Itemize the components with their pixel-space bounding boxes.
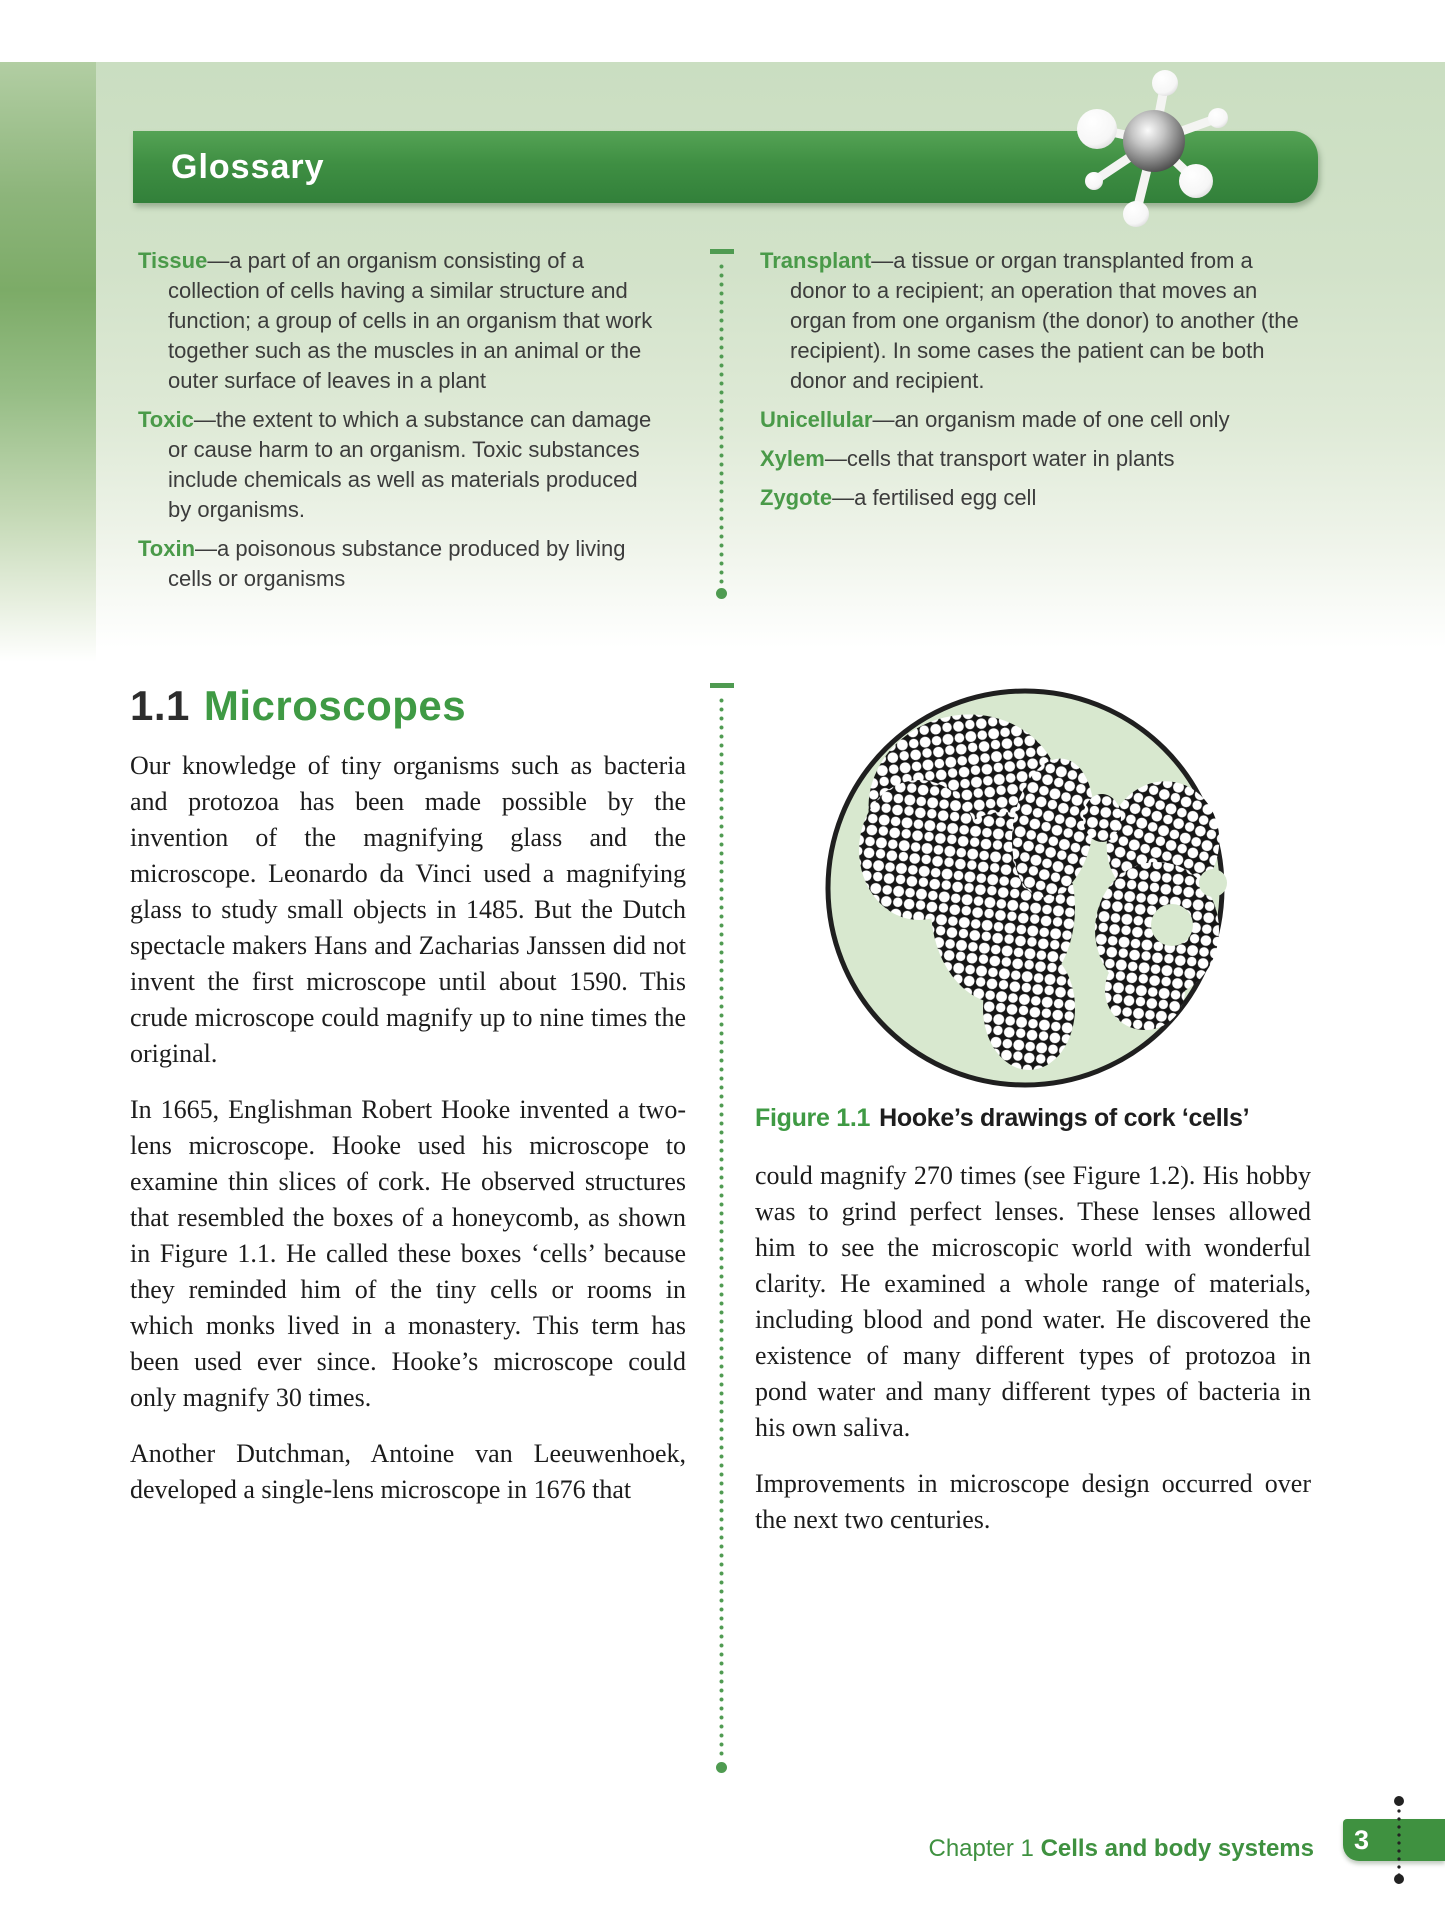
footer-dotted-line-end-dot (1394, 1874, 1404, 1884)
glossary-term: Tissue (138, 248, 208, 273)
glossary-entry (760, 483, 1308, 513)
footer-dotted-line (1397, 1807, 1401, 1875)
glossary-definition: —the extent to which a substance can damage or cause harm to an organism. Toxic substances include chemicals as well as materials produced by organisms. (168, 407, 652, 522)
glossary-term: Transplant (760, 248, 872, 273)
glossary-term: Zygote (760, 485, 833, 510)
glossary-term: Xylem (760, 446, 825, 471)
cork-texture-right-patch (1083, 771, 1231, 1030)
paragraph: In 1665, Englishman Robert Hooke invented a two-lens microscope. Hooke used his microscope to examine thin slices of cork. He observed structures that resembled the boxes of a honeycomb, as shown in Figure 1.1. He called these boxes ‘cells’ because they reminded him of the tiny cells or rooms in which monks lived in a monastery. This term has been used ever since. Hooke’s microscope could only magnify 30 times. (130, 1095, 686, 1412)
glossary-entry (760, 444, 1308, 474)
glossary-definition: —a poisonous substance produced by living cells or organisms (168, 536, 626, 591)
glossary-term: Toxin (138, 536, 196, 561)
footer-chapter-label: Chapter 1 (928, 1835, 1041, 1862)
cork-gap-hole (1151, 904, 1193, 946)
footer-dotted-line-end-dot (1394, 1796, 1404, 1806)
figure-caption-text: Hooke’s drawings of cork ‘cells’ (879, 1104, 1250, 1132)
section-heading (130, 682, 466, 730)
glossary-term: Toxic (138, 407, 194, 432)
glossary-column-separator (719, 262, 724, 584)
paragraph: Our knowledge of tiny organisms such as bacteria and protozoa has been made possible by the invention of the magnifying glass and the microscope. Leonardo da Vinci used a magnifying glass to study small objects in 1485. But the Dutch spectacle makers Hans and Zacharias Janssen did not invent the first microscope until about 1590. This crude microscope could magnify up to nine times the original. (130, 751, 686, 1068)
footer-chapter-text (700, 1835, 1314, 1863)
cork-cells-figure (815, 678, 1235, 1098)
section-title: Microscopes (203, 682, 467, 729)
article-column-separator (719, 696, 724, 1758)
page-number-tab (1343, 1819, 1445, 1861)
glossary-definition: —cells that transport water in plants (824, 446, 1175, 471)
glossary-definition: —a part of an organism consisting of a collection of cells having a similar structure and function; a group of cells in an organism that work together such as the muscles in an animal or the outer surface of leaves in a plant (168, 248, 653, 393)
glossary-definition: —an organism made of one cell only (872, 407, 1230, 432)
molecule-icon (1040, 36, 1300, 266)
separator-end-dot (716, 588, 727, 599)
glossary-entry (138, 405, 664, 525)
article-column-right (755, 1158, 1311, 1558)
cork-gap-hole (1199, 869, 1227, 897)
glossary-entry (760, 405, 1308, 435)
section-number: 1.1 (130, 682, 190, 729)
article-column-left (130, 748, 686, 1528)
figure-caption (755, 1104, 1355, 1133)
separator-end-dot (716, 1762, 727, 1773)
glossary-column-right (760, 246, 1308, 522)
paragraph: Improvements in microscope design occurred over the next two centuries. (755, 1469, 1311, 1534)
figure-caption-label: Figure 1.1 (755, 1104, 871, 1132)
page-number: 3 (1354, 1825, 1370, 1855)
glossary-entry (760, 246, 1308, 396)
paragraph: could magnify 270 times (see Figure 1.2). His hobby was to grind perfect lenses. These lenses allowed him to see the microscopic world with wonderful clarity. He examined a whole range of materials, including blood and pond water. He discovered the existence of many different types of protozoa in pond water and many different types of bacteria in his own saliva. (755, 1161, 1311, 1442)
glossary-definition: —a fertilised egg cell (832, 485, 1037, 510)
glossary-title: Glossary (171, 148, 325, 186)
paragraph: Another Dutchman, Antoine van Leeuwenhoek, developed a single-lens microscope in 1676 that (130, 1439, 686, 1504)
footer-chapter-title: Cells and body systems (1040, 1835, 1314, 1862)
glossary-entry (138, 246, 664, 396)
glossary-column-left (138, 246, 664, 603)
separator-top-tick (710, 683, 734, 688)
glossary-term: Unicellular (760, 407, 873, 432)
glossary-definition: —a tissue or organ transplanted from a donor to a recipient; an operation that moves an organ from one organism (the donor) to another (the recipient). In some cases the patient can be both donor and recipient. (790, 248, 1299, 393)
glossary-entry (138, 534, 664, 594)
separator-top-tick (710, 249, 734, 254)
left-margin-gradient-strip (0, 62, 96, 662)
